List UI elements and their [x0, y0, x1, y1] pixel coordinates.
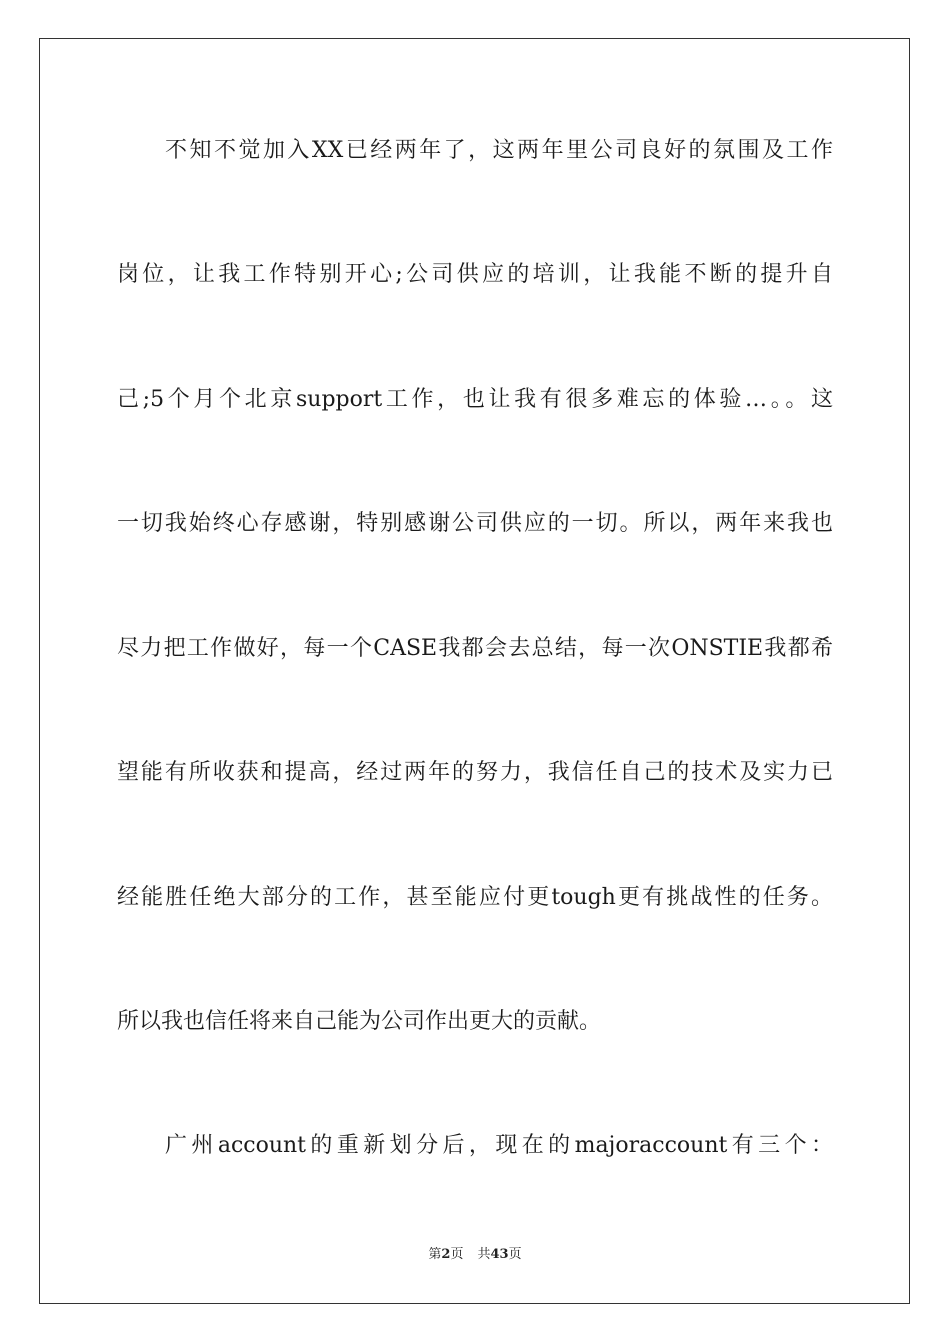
page-number: 2 — [441, 1247, 451, 1262]
paragraph-line: 不知不觉加入XX已经两年了，这两年里公司良好的氛围及工作 — [165, 138, 833, 163]
paragraph-line: 尽力把工作做好，每一个CASE我都会去总结，每一次ONSTIE我都希 — [117, 636, 833, 661]
paragraph-line: 一切我始终心存感谢，特别感谢公司供应的一切。所以，两年来我也 — [117, 511, 833, 536]
paragraph-line: 经能胜任绝大部分的工作，甚至能应付更tough更有挑战性的任务。 — [117, 885, 833, 910]
total-pages: 43 — [490, 1247, 509, 1262]
page-suffix: 页 — [450, 1247, 464, 1262]
paragraph-line: 望能有所收获和提高，经过两年的努力，我信任自己的技术及实力已 — [117, 760, 833, 785]
page-prefix: 第 — [428, 1247, 442, 1262]
total-suffix: 页 — [508, 1247, 522, 1262]
paragraph-line: 广州account的重新划分后，现在的majoraccount有三个： — [165, 1133, 833, 1158]
paragraph-line: 岗位，让我工作特别开心;公司供应的培训，让我能不断的提升自 — [117, 262, 833, 287]
page-border — [39, 38, 910, 1304]
total-prefix: 共 — [477, 1247, 491, 1262]
page-footer — [0, 1246, 950, 1264]
paragraph-line: 己;5个月个北京support工作，也让我有很多难忘的体验…。。这 — [117, 387, 833, 412]
paragraph-line: 所以我也信任将来自己能为公司作出更大的贡献。 — [117, 1009, 602, 1034]
